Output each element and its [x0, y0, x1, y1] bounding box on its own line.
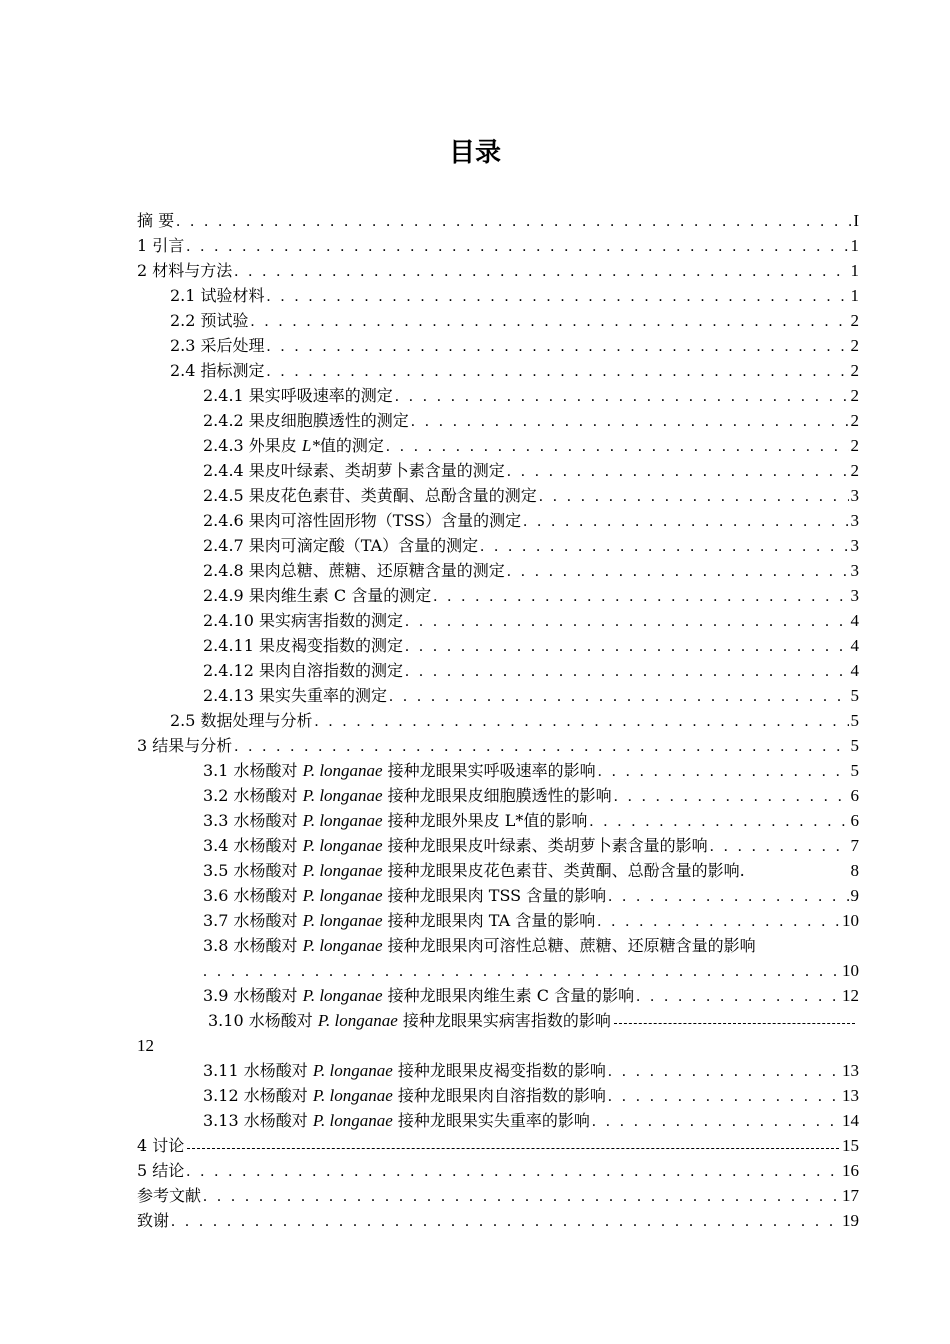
- dot-leader: [523, 509, 848, 534]
- toc-entry-label: 2.4.11 果皮褐变指数的测定: [203, 636, 403, 655]
- dot-leader: [539, 484, 849, 509]
- dot-leader: [507, 459, 849, 484]
- toc-entry-3[interactable]: [137, 733, 859, 758]
- dot-leader: [405, 634, 849, 659]
- dot-leader: [186, 234, 848, 259]
- dot-leader: [710, 834, 849, 859]
- toc-entry-label: 2.3 采后处理: [170, 336, 265, 355]
- toc-entry-page: 19: [842, 1211, 859, 1230]
- dot-leader: [589, 809, 848, 834]
- toc-entry-2[interactable]: [137, 258, 859, 283]
- toc-entry-page: 3: [850, 511, 859, 530]
- dot-leader: [389, 684, 849, 709]
- toc-entry-label: 1 引言: [137, 236, 185, 255]
- dot-leader: [176, 209, 851, 234]
- toc-entry-label: 摘 要: [137, 211, 175, 230]
- dot-leader: [203, 1184, 840, 1209]
- toc-entry-page: 14: [842, 1111, 859, 1130]
- dot-leader: [315, 709, 849, 734]
- toc-entry-label: 3.9 水杨酸对 P. longanae 接种龙眼果肉维生素 C 含量的影响: [203, 986, 635, 1005]
- toc-entry-label: 2.2 预试验: [170, 311, 249, 330]
- toc-entry-2-5[interactable]: [170, 708, 859, 733]
- toc-entry-page: 1: [850, 261, 859, 280]
- toc-entry-page: 3: [850, 561, 859, 580]
- toc-entry-label: 参考文献: [137, 1186, 202, 1205]
- toc-entry-page: 4: [850, 636, 859, 655]
- toc-entry-2-2[interactable]: [170, 308, 859, 333]
- toc-entry-2-3[interactable]: [170, 333, 859, 358]
- toc-entry-label: 5 结论: [137, 1161, 185, 1180]
- dot-leader: [608, 884, 848, 909]
- toc-entry-page: 2: [850, 311, 859, 330]
- toc-entry-label: 3.7 水杨酸对 P. longanae 接种龙眼果肉 TA 含量的影响: [203, 911, 596, 930]
- toc-entry-page: 9: [850, 886, 859, 905]
- toc-entry-label: 2.4.5 果皮花色素苷、类黄酮、总酚含量的测定: [203, 486, 537, 505]
- toc-entry-page: 16: [842, 1161, 859, 1180]
- toc-entry-label: 3.1 水杨酸对 P. longanae 接种龙眼果实呼吸速率的影响: [203, 761, 596, 780]
- toc-entry-acknowledgements[interactable]: [137, 1208, 859, 1233]
- dot-leader: [608, 1059, 840, 1084]
- dashed-leader: [614, 1017, 855, 1024]
- toc-entry-abstract[interactable]: [137, 208, 859, 233]
- toc-entry-page: 3: [850, 586, 859, 605]
- toc-entry-references[interactable]: [137, 1183, 859, 1208]
- toc-entry-label: 3.3 水杨酸对 P. longanae 接种龙眼外果皮 L*值的影响: [203, 811, 588, 830]
- dot-leader: [480, 534, 848, 559]
- toc-entry-label: 2.4.2 果皮细胞膜透性的测定: [203, 411, 409, 430]
- toc-entry-3-8-leader[interactable]: [203, 958, 859, 983]
- toc-entry-label: 3.11 水杨酸对 P. longanae 接种龙眼果皮褐变指数的影响: [203, 1061, 606, 1080]
- toc-entry-5[interactable]: [137, 1158, 859, 1183]
- toc-entry-3-10[interactable]: [208, 1008, 858, 1033]
- toc-entry-page: 3: [850, 536, 859, 555]
- dot-leader: [267, 359, 849, 384]
- toc-entry-label: 2.4.12 果肉自溶指数的测定: [203, 661, 403, 680]
- toc-entry-page: 5: [850, 736, 859, 755]
- toc-entry-2-4-13[interactable]: [203, 683, 859, 708]
- toc-entry-page: 7: [850, 836, 859, 855]
- dot-leader: [203, 959, 840, 984]
- toc-entry-label: 3 结果与分析: [137, 736, 233, 755]
- toc-entry-label: 2.1 试验材料: [170, 286, 265, 305]
- toc-entry-page: 4: [850, 661, 859, 680]
- toc-entry-label: 2.4.8 果肉总糖、蔗糖、还原糖含量的测定: [203, 561, 505, 580]
- dot-leader: [507, 559, 849, 584]
- toc-entry-3-2[interactable]: [203, 783, 859, 808]
- toc-entry-page: 6: [850, 786, 859, 805]
- toc-entry-label: 3.4 水杨酸对 P. longanae 接种龙眼果皮叶绿素、类胡萝卜素含量的影响: [203, 836, 708, 855]
- toc-entry-page: 1: [850, 236, 859, 255]
- toc-entry-3-13[interactable]: [203, 1108, 859, 1133]
- toc-entry-page: 4: [850, 611, 859, 630]
- toc-entry-label: 3.2 水杨酸对 P. longanae 接种龙眼果皮细胞膜透性的影响: [203, 786, 612, 805]
- toc-entry-label: 2.4.3 外果皮 L*值的测定: [203, 436, 384, 455]
- toc-entry-3-7[interactable]: [203, 908, 859, 933]
- toc-entry-page: 1: [850, 286, 859, 305]
- toc-entry-2-4-7[interactable]: [203, 533, 859, 558]
- toc-entry-2-4-10[interactable]: [203, 608, 859, 633]
- toc-entry-2-4-4[interactable]: [203, 458, 859, 483]
- toc-entry-page: I: [853, 211, 859, 230]
- dot-leader: [614, 784, 849, 809]
- toc-entry-page: 2: [850, 411, 859, 430]
- page-title: 目录: [448, 138, 501, 168]
- dot-leader: [251, 309, 849, 334]
- toc-entry-label: 2.4.6 果肉可溶性固形物（TSS）含量的测定: [203, 511, 522, 530]
- toc-entry-page: 6: [850, 811, 859, 830]
- dot-leader: [234, 259, 848, 284]
- toc-entry-2-4-2[interactable]: [203, 408, 859, 433]
- toc-entry-label: 2.4.10 果实病害指数的测定: [203, 611, 403, 630]
- dot-leader: [411, 409, 849, 434]
- toc-entry-3-1[interactable]: [203, 758, 859, 783]
- dot-leader: [597, 909, 840, 934]
- dot-leader: [598, 759, 849, 784]
- toc-entry-page: 10: [842, 961, 859, 980]
- dot-leader: [386, 434, 849, 459]
- toc-entry-2-4-11[interactable]: [203, 633, 859, 658]
- toc-entry-label: 致谢: [137, 1211, 170, 1230]
- dot-leader: [234, 734, 848, 759]
- toc-entry-label: 3.13 水杨酸对 P. longanae 接种龙眼果实失重率的影响: [203, 1111, 590, 1130]
- dot-leader: [608, 1084, 840, 1109]
- toc-entry-label: 2.4 指标测定: [170, 361, 265, 380]
- toc-entry-2-4-12[interactable]: [203, 658, 859, 683]
- toc-entry-page: 17: [842, 1186, 859, 1205]
- dot-leader: [592, 1109, 840, 1134]
- toc-entry-page: 3: [850, 486, 859, 505]
- toc-entry-3-3[interactable]: [203, 808, 859, 833]
- toc-entry-page: 13: [842, 1086, 859, 1105]
- toc-entry-page: 10: [842, 911, 859, 930]
- toc-entry-label: 3.5 水杨酸对 P. longanae 接种龙眼果皮花色素苷、类黄酮、总酚含量的影响.: [203, 861, 745, 880]
- dot-leader: [267, 334, 849, 359]
- toc-entry-2-4-3[interactable]: [203, 433, 859, 458]
- toc-entry-page: 2: [850, 386, 859, 405]
- toc-entry-2-1[interactable]: [170, 283, 859, 308]
- dot-leader: [636, 984, 840, 1009]
- toc-entry-page: 2: [850, 461, 859, 480]
- toc-entry-page: 2: [850, 361, 859, 380]
- toc-entry-page: 15: [842, 1136, 859, 1155]
- toc-entry-3-5[interactable]: [203, 858, 859, 883]
- toc-entry-2-4-1[interactable]: [203, 383, 859, 408]
- toc-entry-label: 3.8 水杨酸对 P. longanae 接种龙眼果肉可溶性总糖、蔗糖、还原糖含量的影响: [203, 936, 756, 955]
- toc-entry-3-6[interactable]: [203, 883, 859, 908]
- toc-entry-1[interactable]: [137, 233, 859, 258]
- toc-entry-page: 12: [842, 986, 859, 1005]
- toc-entry-page: 8: [850, 861, 859, 880]
- toc-entry-label: 3.12 水杨酸对 P. longanae 接种龙眼果肉自溶指数的影响: [203, 1086, 606, 1105]
- toc-entry-label: 2 材料与方法: [137, 261, 233, 280]
- toc-entry-label: 3.10 水杨酸对 P. longanae 接种龙眼果实病害指数的影响: [208, 1011, 611, 1030]
- dot-leader: [171, 1209, 840, 1234]
- dot-leader: [186, 1159, 840, 1184]
- toc-entry-3-8[interactable]: [203, 933, 859, 958]
- toc-entry-page: 5: [850, 711, 859, 730]
- toc-entry-label: 2.5 数据处理与分析: [170, 711, 313, 730]
- toc-entry-label: 4 讨论: [137, 1136, 185, 1155]
- toc-entry-2-4-6[interactable]: [203, 508, 859, 533]
- dot-leader: [267, 284, 849, 309]
- toc-entry-3-4[interactable]: [203, 833, 859, 858]
- toc-entry-label: 2.4.7 果肉可滴定酸（TA）含量的测定: [203, 536, 479, 555]
- toc-entry-label: 2.4.13 果实失重率的测定: [203, 686, 387, 705]
- toc-entry-page: 5: [850, 686, 859, 705]
- toc-entry-3-9[interactable]: [203, 983, 859, 1008]
- toc-entry-2-4-5[interactable]: [203, 483, 859, 508]
- toc-entry-2-4-8[interactable]: [203, 558, 859, 583]
- toc-entry-page: 13: [842, 1061, 859, 1080]
- toc-entry-3-12[interactable]: [203, 1083, 859, 1108]
- toc-entry-label: 2.4.1 果实呼吸速率的测定: [203, 386, 393, 405]
- dot-leader: [405, 659, 849, 684]
- toc-entry-2-4[interactable]: [170, 358, 859, 383]
- toc-entry-label: 2.4.4 果皮叶绿素、类胡萝卜素含量的测定: [203, 461, 505, 480]
- dashed-leader: [187, 1142, 839, 1149]
- toc-entry-page: 2: [850, 336, 859, 355]
- toc-entry-page: 5: [850, 761, 859, 780]
- dot-leader: [433, 584, 848, 609]
- dot-leader: [395, 384, 849, 409]
- toc-entry-label: 3.6 水杨酸对 P. longanae 接种龙眼果肉 TSS 含量的影响: [203, 886, 607, 905]
- toc-entry-3-11[interactable]: [203, 1058, 859, 1083]
- dot-leader: [405, 609, 849, 634]
- toc-entry-label: 2.4.9 果肉维生素 C 含量的测定: [203, 586, 432, 605]
- toc-entry-page: 12: [137, 1036, 154, 1055]
- toc-entry-2-4-9[interactable]: [203, 583, 859, 608]
- toc-entry-page: 2: [850, 436, 859, 455]
- toc-entry-4[interactable]: [137, 1133, 859, 1158]
